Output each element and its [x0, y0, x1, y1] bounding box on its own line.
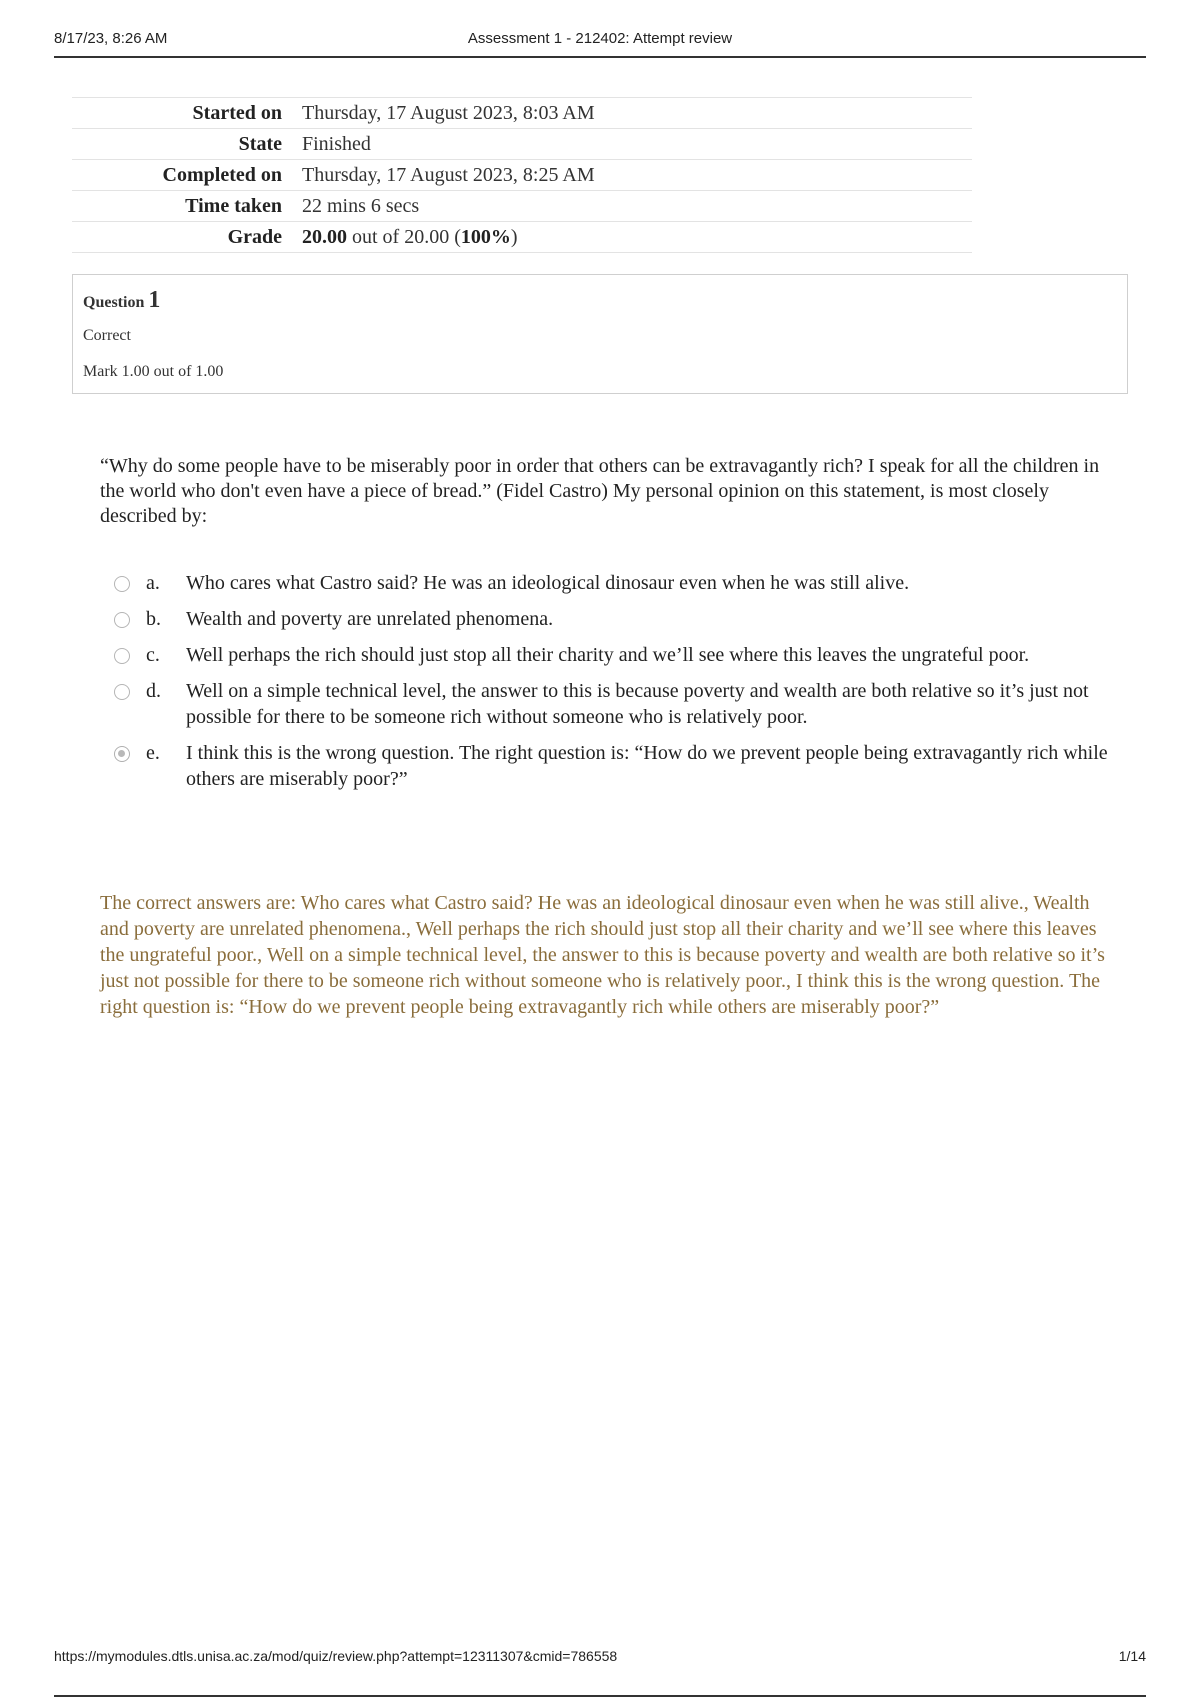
summary-row-completed — [72, 160, 972, 191]
summary-row-state — [72, 129, 972, 160]
question-label: Question — [83, 294, 145, 311]
answer-option-e[interactable] — [112, 740, 1112, 792]
grade-out-of: out of 20.00 — [352, 225, 450, 248]
grade-value: 20.00 out of 20.00 (100%) — [302, 225, 518, 248]
option-text-a: Who cares what Castro said? He was an ideological dinosaur even when he was still alive. — [186, 572, 910, 594]
page-number: 1/14 — [1118, 1648, 1146, 1664]
option-text-e: I think this is the wrong question. The right question is: “How do we prevent people being extravagantly rich while others are miserably poor?” — [186, 742, 1108, 790]
answer-option-c[interactable] — [112, 642, 1112, 668]
option-letter-b: b. — [146, 608, 161, 630]
print-page-title: Assessment 1 - 212402: Attempt review — [467, 30, 733, 47]
radio-button-e-selected[interactable] — [114, 746, 130, 762]
grade-label: Grade — [227, 225, 282, 248]
bottom-divider — [54, 1695, 1146, 1697]
completed-on-value: Thursday, 17 August 2023, 8:25 AM — [302, 163, 595, 186]
question-text: “Why do some people have to be miserably poor in order that others can be extravagantly rich? I speak for all the children in the world who don't even have a piece of bread.” (Fidel Castro) My personal opinion on this statement, is most closely described by: — [100, 455, 1100, 527]
grade-percent: 100% — [460, 225, 511, 248]
answer-option-b[interactable] — [112, 606, 1112, 632]
question-info-box — [72, 274, 1128, 394]
state-value: Finished — [302, 132, 371, 155]
option-text-d: Well on a simple technical level, the answer to this is because poverty and wealth are both relative so it’s just not possible for there to be someone rich without someone who is relatively poor. — [186, 680, 1089, 728]
radio-button-c[interactable] — [114, 648, 130, 664]
option-letter-d: d. — [146, 680, 161, 702]
question-number — [83, 287, 160, 314]
time-taken-value: 22 mins 6 secs — [302, 194, 420, 217]
summary-row-grade — [72, 222, 972, 253]
page-url: https://mymodules.dtls.unisa.ac.za/mod/quiz/review.php?attempt=12311307&cmid=786558 — [54, 1648, 618, 1664]
option-text-c: Well perhaps the rich should just stop all their charity and we’ll see where this leaves the ungrateful poor. — [186, 644, 1030, 666]
summary-row-started — [72, 98, 972, 129]
print-date: 8/17/23, 8:26 AM — [54, 30, 168, 47]
question-number-value: 1 — [148, 287, 161, 313]
question-mark: Mark 1.00 out of 1.00 — [83, 363, 224, 380]
radio-button-a[interactable] — [114, 576, 130, 592]
option-letter-a: a. — [146, 572, 160, 594]
radio-button-b[interactable] — [114, 612, 130, 628]
grade-score: 20.00 — [302, 225, 347, 248]
completed-on-label: Completed on — [162, 163, 282, 186]
state-label: State — [238, 132, 282, 155]
time-taken-label: Time taken — [185, 194, 282, 217]
started-on-label: Started on — [192, 101, 282, 124]
attempt-summary-table — [72, 97, 972, 253]
option-text-b: Wealth and poverty are unrelated phenomena. — [186, 608, 554, 630]
option-letter-c: c. — [146, 644, 160, 666]
answer-option-d[interactable] — [112, 678, 1112, 730]
summary-row-time — [72, 191, 972, 222]
option-letter-e: e. — [146, 742, 160, 764]
answer-options — [112, 570, 1112, 802]
started-on-value: Thursday, 17 August 2023, 8:03 AM — [302, 101, 595, 124]
answer-option-a[interactable] — [112, 570, 1112, 596]
question-state: Correct — [83, 327, 131, 344]
radio-button-d[interactable] — [114, 684, 130, 700]
correct-answers-feedback: The correct answers are: Who cares what Castro said? He was an ideological dinosaur even when he was still alive., Wealth and poverty are unrelated phenomena., Well perhaps the rich should just stop all their charity and we’ll see where this leaves the ungrateful poor., Well on a simple technical level, the answer to this is because poverty and wealth are both relative so it’s just not possible for there to be someone rich without someone who is relatively poor., I think this is the wrong question. The right question is: “How do we prevent people being extravagantly rich while others are miserably poor?” — [100, 892, 1105, 1018]
print-header — [54, 28, 1146, 58]
